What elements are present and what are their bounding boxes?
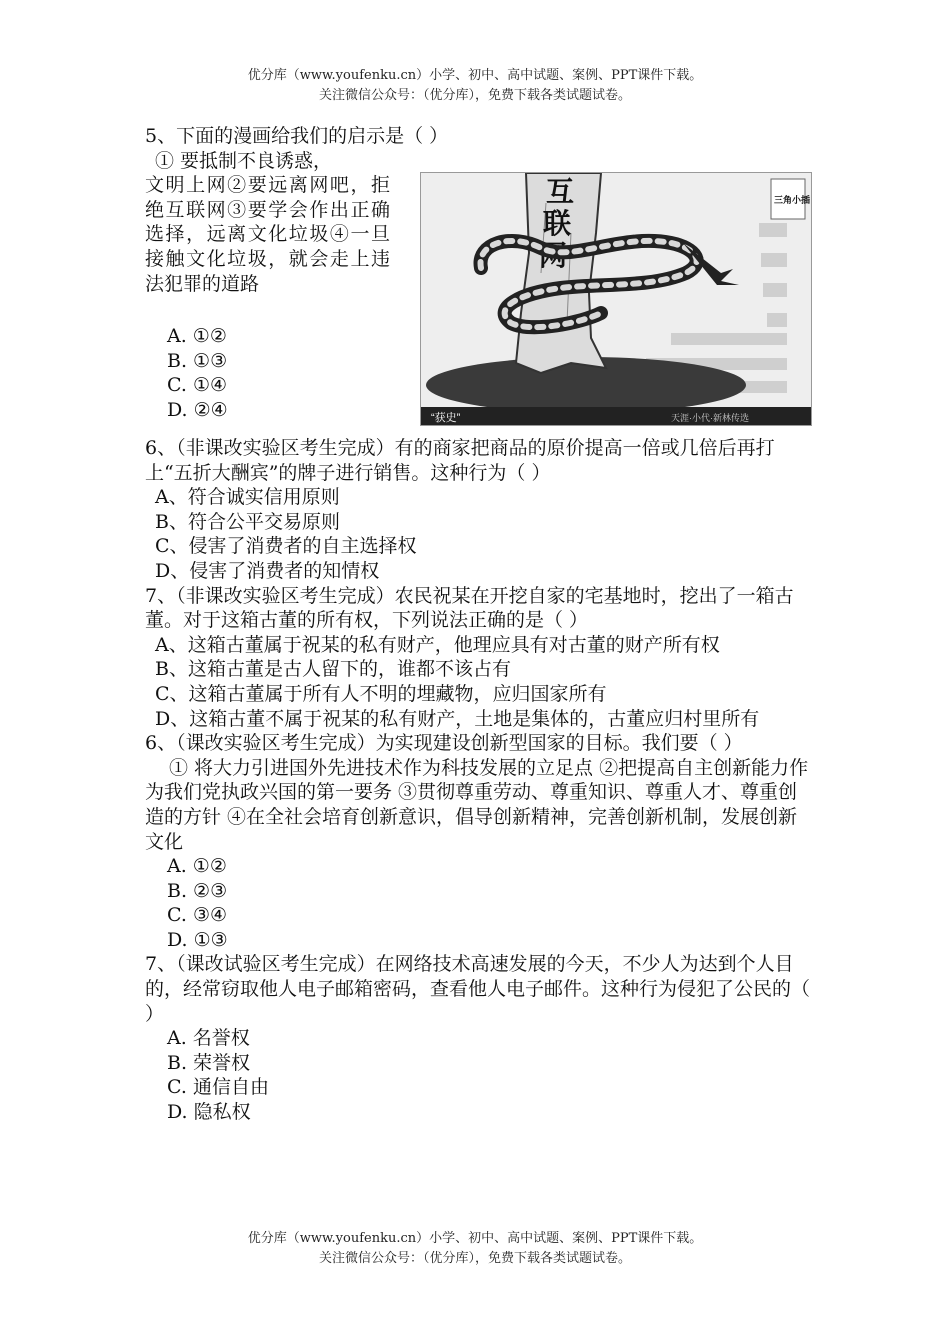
option: C. ①④	[167, 374, 228, 397]
page-footer	[0, 1229, 950, 1269]
question-7b-stem: 7、（课改试验区考生完成）在网络技术高速发展的今天，不少人为达到个人目的，经常窃取他人电子邮箱密码，查看他人电子邮件。这种行为侵犯了公民的（ ）	[145, 953, 811, 1025]
cartoon-illustration	[421, 173, 811, 425]
option: A. 名誉权	[167, 1027, 250, 1050]
tree-char-3: 网	[539, 240, 568, 271]
question-5-stem: 5、下面的漫画给我们的启示是（ ）	[145, 125, 449, 147]
header-line-2: 关注微信公众号：（优分库），免费下载各类试题试卷。	[318, 88, 631, 103]
option: C、这箱古董属于所有人不明的埋藏物，应归国家所有	[155, 682, 607, 705]
corner-label: 三角小插	[774, 195, 811, 205]
option: B. ①③	[167, 349, 228, 372]
option: A、这箱古董属于祝某的私有财产，他理应具有对古董的财产所有权	[155, 633, 720, 656]
option: B. ②③	[167, 879, 228, 902]
option: B. 荣誉权	[167, 1051, 251, 1074]
option: D. 隐私权	[167, 1101, 251, 1124]
option: C. 通信自由	[167, 1076, 269, 1099]
footer-line-1: 优分库（www.youfenku.cn）小学、初中、高中试题、案例、PPT课件下载。	[247, 1231, 703, 1246]
question-5-statements	[145, 149, 390, 297]
question-7a-stem: 7、（非课改实验区考生完成）农民祝某在开挖自家的宅基地时，挖出了一箱古董。对于这箱古董的所有权，下列说法正确的是（ ）	[145, 584, 794, 632]
tree-char-1: 互	[546, 176, 575, 207]
question-6a-stem: 6、（非课改实验区考生完成）有的商家把商品的原价提高一倍或几倍后再打上“五折大酬宾”的牌子进行销售。这种行为（ ）	[145, 437, 775, 484]
option: C、侵害了消费者的自主选择权	[155, 535, 417, 558]
tree-char-2: 联	[543, 208, 572, 239]
cartoon-caption: “获史”	[431, 412, 461, 424]
exam-content	[145, 124, 810, 1125]
option: D. ②④	[167, 398, 228, 421]
cartoon-image	[420, 172, 812, 426]
question-7b	[145, 952, 810, 1124]
page-header	[0, 66, 950, 106]
question-6b	[145, 731, 810, 952]
question-6b-stem: 6、（课改实验区考生完成）为实现建设创新型国家的目标。我们要（ ）	[145, 732, 743, 755]
caption-bar	[421, 407, 811, 425]
option: A、符合诚实信用原则	[155, 486, 340, 509]
option: D、侵害了消费者的知情权	[155, 559, 380, 582]
question-5-statement-1: ① 要抵制不良诱惑，	[155, 149, 333, 172]
option: C. ③④	[167, 904, 228, 927]
cartoon-caption-right: 天涯·小代·新林传选	[671, 413, 749, 423]
question-5-statements-rest: 文明上网②要远离网吧，拒绝互联网③要学会作出正确选择，远离文化垃圾④一旦接触文化垃圾，就会走上违法犯罪的道路	[145, 174, 390, 295]
option: B、符合公平交易原则	[155, 510, 340, 533]
option: B、这箱古董是古人留下的，谁都不该占有	[155, 658, 511, 681]
option: A. ①②	[167, 325, 227, 347]
header-line-1: 优分库（www.youfenku.cn）小学、初中、高中试题、案例、PPT课件下载。	[247, 68, 703, 83]
question-5	[145, 124, 810, 430]
option: D、这箱古董不属于祝某的私有财产，土地是集体的，古董应归村里所有	[155, 707, 760, 730]
option: D. ①③	[167, 928, 228, 951]
question-6b-statements: ① 将大力引进国外先进技术作为科技发展的立足点 ②把提高自主创新能力作为我们党执政兴国的第一要务 ③贯彻尊重劳动、尊重知识、尊重人才、尊重创造的方针 ④在全社会培育创新意识，倡导创新精神，完善创新机制，发展创新文化	[145, 756, 809, 853]
footer-line-2: 关注微信公众号：（优分库），免费下载各类试题试卷。	[318, 1251, 631, 1266]
question-5-options	[167, 324, 228, 422]
question-6a	[145, 436, 810, 584]
question-7a	[145, 584, 810, 732]
option: A. ①②	[167, 855, 227, 878]
